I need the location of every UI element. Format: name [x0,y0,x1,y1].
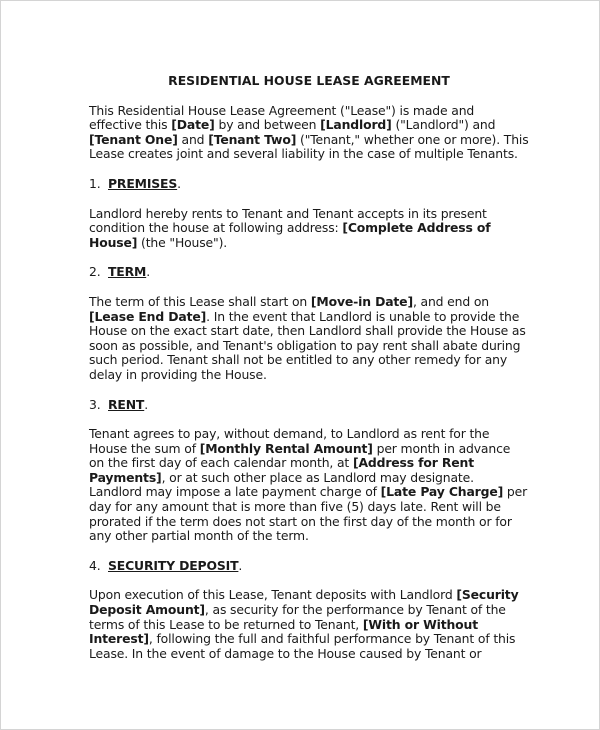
section-heading-security-deposit [89,559,529,574]
section-period: . [238,557,243,573]
tenant-one-placeholder: [Tenant One] [89,131,178,147]
section-body-premises [89,207,529,251]
body-text: (the "House"). [137,234,228,250]
body-text: , as security for the performance by Tenant of the terms of this Lease to be returned to Tenant, [89,602,506,632]
section-body-term [89,295,529,383]
date-placeholder: [Date] [171,117,215,133]
section-heading-rent [89,398,529,413]
section-title: SECURITY DEPOSIT [108,557,239,573]
lease-end-date-placeholder: [Lease End Date] [89,308,207,324]
payment-address-placeholder: [Address for Rent Payments] [89,455,474,485]
body-text: The term of this Lease shall start on [89,293,311,309]
section-title: RENT [108,396,145,412]
late-charge-placeholder: [Late Pay Charge] [380,484,504,500]
section-title: PREMISES [108,175,178,191]
deposit-amount-placeholder: [Security Deposit Amount] [89,587,519,618]
section-heading-premises [89,177,529,192]
section-number: 2. [89,264,101,280]
section-title: TERM [108,264,147,280]
monthly-rent-placeholder: [Monthly Rental Amount] [199,440,373,456]
intro-text-2: by and between [214,117,321,133]
intro-text-3: ("Landlord") and [391,117,496,133]
body-text: , or at such other place as Landlord may designate. Landlord may impose a late payment charge of [89,469,474,500]
section-body-rent [89,427,529,544]
body-text: Landlord hereby rents to Tenant and Tenant accepts in its present condition the house at following address: [89,205,487,236]
section-number: 1. [89,175,101,191]
section-period: . [146,264,150,280]
body-text: , and end on [412,293,489,309]
body-text: per month in advance on the first day of each calendar month, at [89,440,511,471]
document-content [89,74,529,676]
section-number: 4. [89,557,101,573]
intro-text-5: ("Tenant," whether one or more). This Lease creates joint and several liability in the case of multiple Tenants. [89,131,529,162]
intro-text-1: This Residential House Lease Agreement ("Lease") is made and effective this [89,102,475,133]
document-title: RESIDENTIAL HOUSE LEASE AGREEMENT [168,73,450,88]
intro-paragraph [89,104,529,162]
section-body-security-deposit [89,588,529,661]
intro-text-4: and [177,131,209,147]
section-period: . [144,396,149,412]
body-text: . In the event that Landlord is unable to provide the House on the exact start date, then Landlord shall provide the House as soon as possible, and Tenant's obligation to pay rent shall abate during such period. Tenant shall not be entitled to any other remedy for any delay in providing the House. [89,308,526,382]
address-placeholder: [Complete Address of House] [89,220,491,250]
body-text: , following the full and faithful performance by Tenant of this Lease. In the event of damage to the House caused by Tenant or [89,631,516,661]
interest-placeholder: [With or Without Interest] [89,616,478,647]
body-text: Tenant agrees to pay, without demand, to Landlord as rent for the House the sum of [89,426,490,456]
section-heading-term [89,265,529,280]
section-period: . [177,175,181,191]
body-text: Upon execution of this Lease, Tenant deposits with Landlord [89,587,457,603]
body-text: per day for any amount that is more than five (5) days late. Rent will be prorated if the term does not start on the first day of the month or for any other partial month of the term. [89,484,528,544]
section-number: 3. [89,396,101,412]
move-in-date-placeholder: [Move-in Date] [310,293,413,309]
tenant-two-placeholder: [Tenant Two] [208,131,297,147]
landlord-placeholder: [Landlord] [320,117,392,133]
